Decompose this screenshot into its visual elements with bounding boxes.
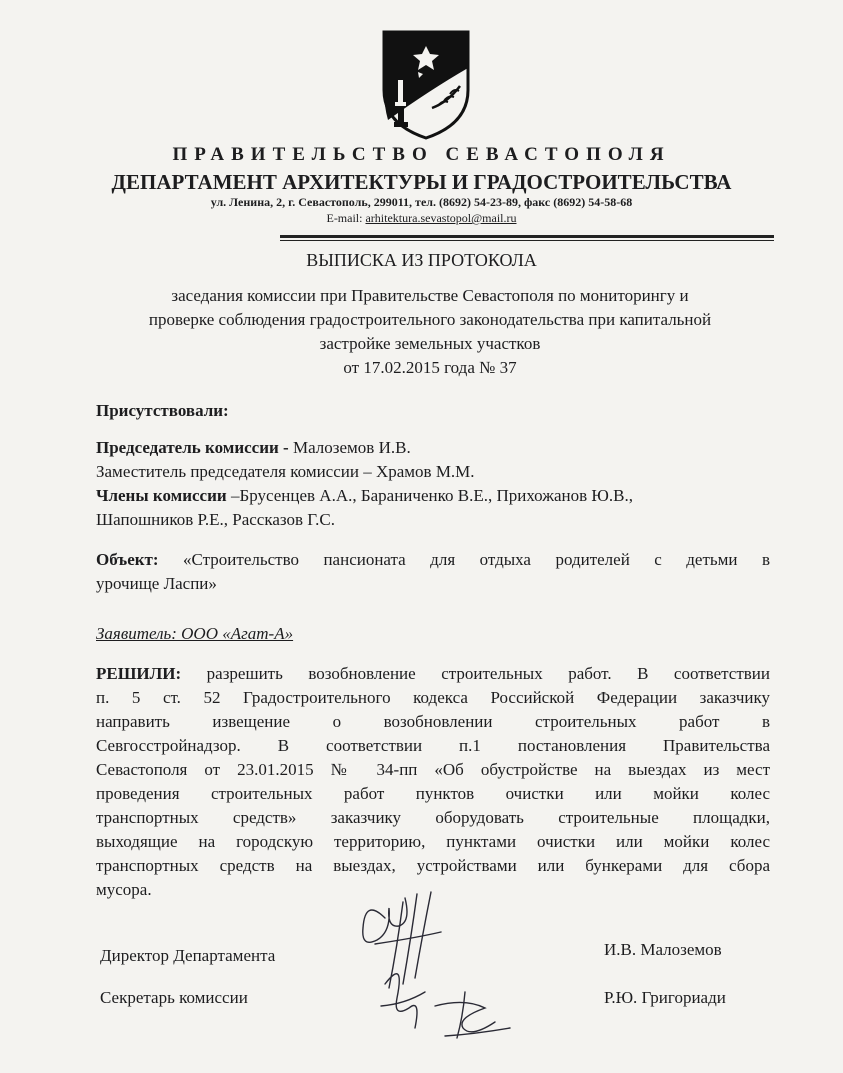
object-section <box>96 548 770 596</box>
department-address: ул. Ленина, 2, г. Севастополь, 299011, тел. (8692) 54-23-89, факс (8692) 54-58-68 <box>210 195 633 209</box>
applicant-line: Заявитель: ООО «Агат-А» <box>96 624 294 643</box>
decision-section <box>96 662 770 902</box>
members-line <box>96 484 770 508</box>
decision-line: транспортных средств» заказчику оборудовать строительные площадки, <box>96 808 770 827</box>
chair-line <box>96 436 770 460</box>
decision-line: Севастополя от 23.01.2015 № 34-пп «Об обустройстве на выездах из мест <box>96 760 770 779</box>
object-label: Объект: <box>96 550 159 569</box>
secretary-role: Секретарь комиссии <box>100 988 248 1007</box>
object-line-2: урочище Ласпи» <box>96 574 217 593</box>
sevastopol-coat-of-arms-icon <box>378 28 474 140</box>
department-email <box>0 211 843 226</box>
decision-line: мусора. <box>96 880 152 899</box>
document-subtitle <box>60 284 800 380</box>
document-title: ВЫПИСКА ИЗ ПРОТОКОЛА <box>306 250 537 270</box>
deputy-line: Заместитель председателя комиссии – Храмов М.М. <box>96 462 475 481</box>
members-names: –Брусенцев А.А., Бараниченко В.Е., Прихожанов Ю.В., <box>230 486 633 505</box>
director-role: Директор Департамента <box>100 946 276 965</box>
department-title: ДЕПАРТАМЕНТ АРХИТЕКТУРЫ И ГРАДОСТРОИТЕЛЬСТВА <box>111 170 732 194</box>
government-title: ПРАВИТЕЛЬСТВО СЕВАСТОПОЛЯ <box>172 144 671 165</box>
decision-line <box>96 662 770 686</box>
email-label: E-mail: <box>326 211 366 225</box>
decision-line: транспортных средств на выездах, устройствами или бункерами для сбора <box>96 856 770 875</box>
chair-name: Малоземов И.В. <box>292 438 411 457</box>
members-line-2: Шапошников Р.Е., Рассказов Г.С. <box>96 510 336 529</box>
decision-line: п. 5 ст. 52 Градостроительного кодекса Российской Федерации заказчику <box>96 688 770 707</box>
protocol-date-number: от 17.02.2015 года № 37 <box>343 358 517 377</box>
letterhead-rule-thick <box>280 235 774 238</box>
letterhead-rule-thin <box>280 240 774 241</box>
decision-line: выходящие на городскую территорию, пунктами очистки или мойки колес <box>96 832 770 851</box>
subtitle-line: застройке земельных участков <box>319 334 541 353</box>
decision-line: Севгосстройнадзор. В соответствии п.1 постановления Правительства <box>96 736 770 755</box>
attendance-list <box>96 436 770 532</box>
email-address[interactable]: arhitektura.sevastopol@mail.ru <box>365 211 517 225</box>
decision-text: разрешить возобновление строительных работ. В соответствии <box>181 664 770 683</box>
attendance-label: Присутствовали: <box>96 401 229 420</box>
object-line <box>96 548 770 572</box>
object-text: «Строительство пансионата для отдыха родителей с детьми в <box>158 550 770 569</box>
subtitle-line: проверке соблюдения градостроительного законодательства при капитальной <box>148 310 712 329</box>
decision-line: направить извещение о возобновлении строительных работ в <box>96 712 770 731</box>
director-name: И.В. Малоземов <box>604 940 722 959</box>
secretary-name: Р.Ю. Григориади <box>604 988 726 1007</box>
handwritten-signature-icon <box>345 888 515 1053</box>
decision-label: РЕШИЛИ: <box>96 664 182 683</box>
subtitle-line: заседания комиссии при Правительстве Севастополя по мониторингу и <box>171 286 689 305</box>
decision-line: проведения строительных работ пунктов очистки или мойки колес <box>96 784 770 803</box>
members-label: Члены комиссии <box>96 486 231 505</box>
chair-label: Председатель комиссии - <box>96 438 293 457</box>
